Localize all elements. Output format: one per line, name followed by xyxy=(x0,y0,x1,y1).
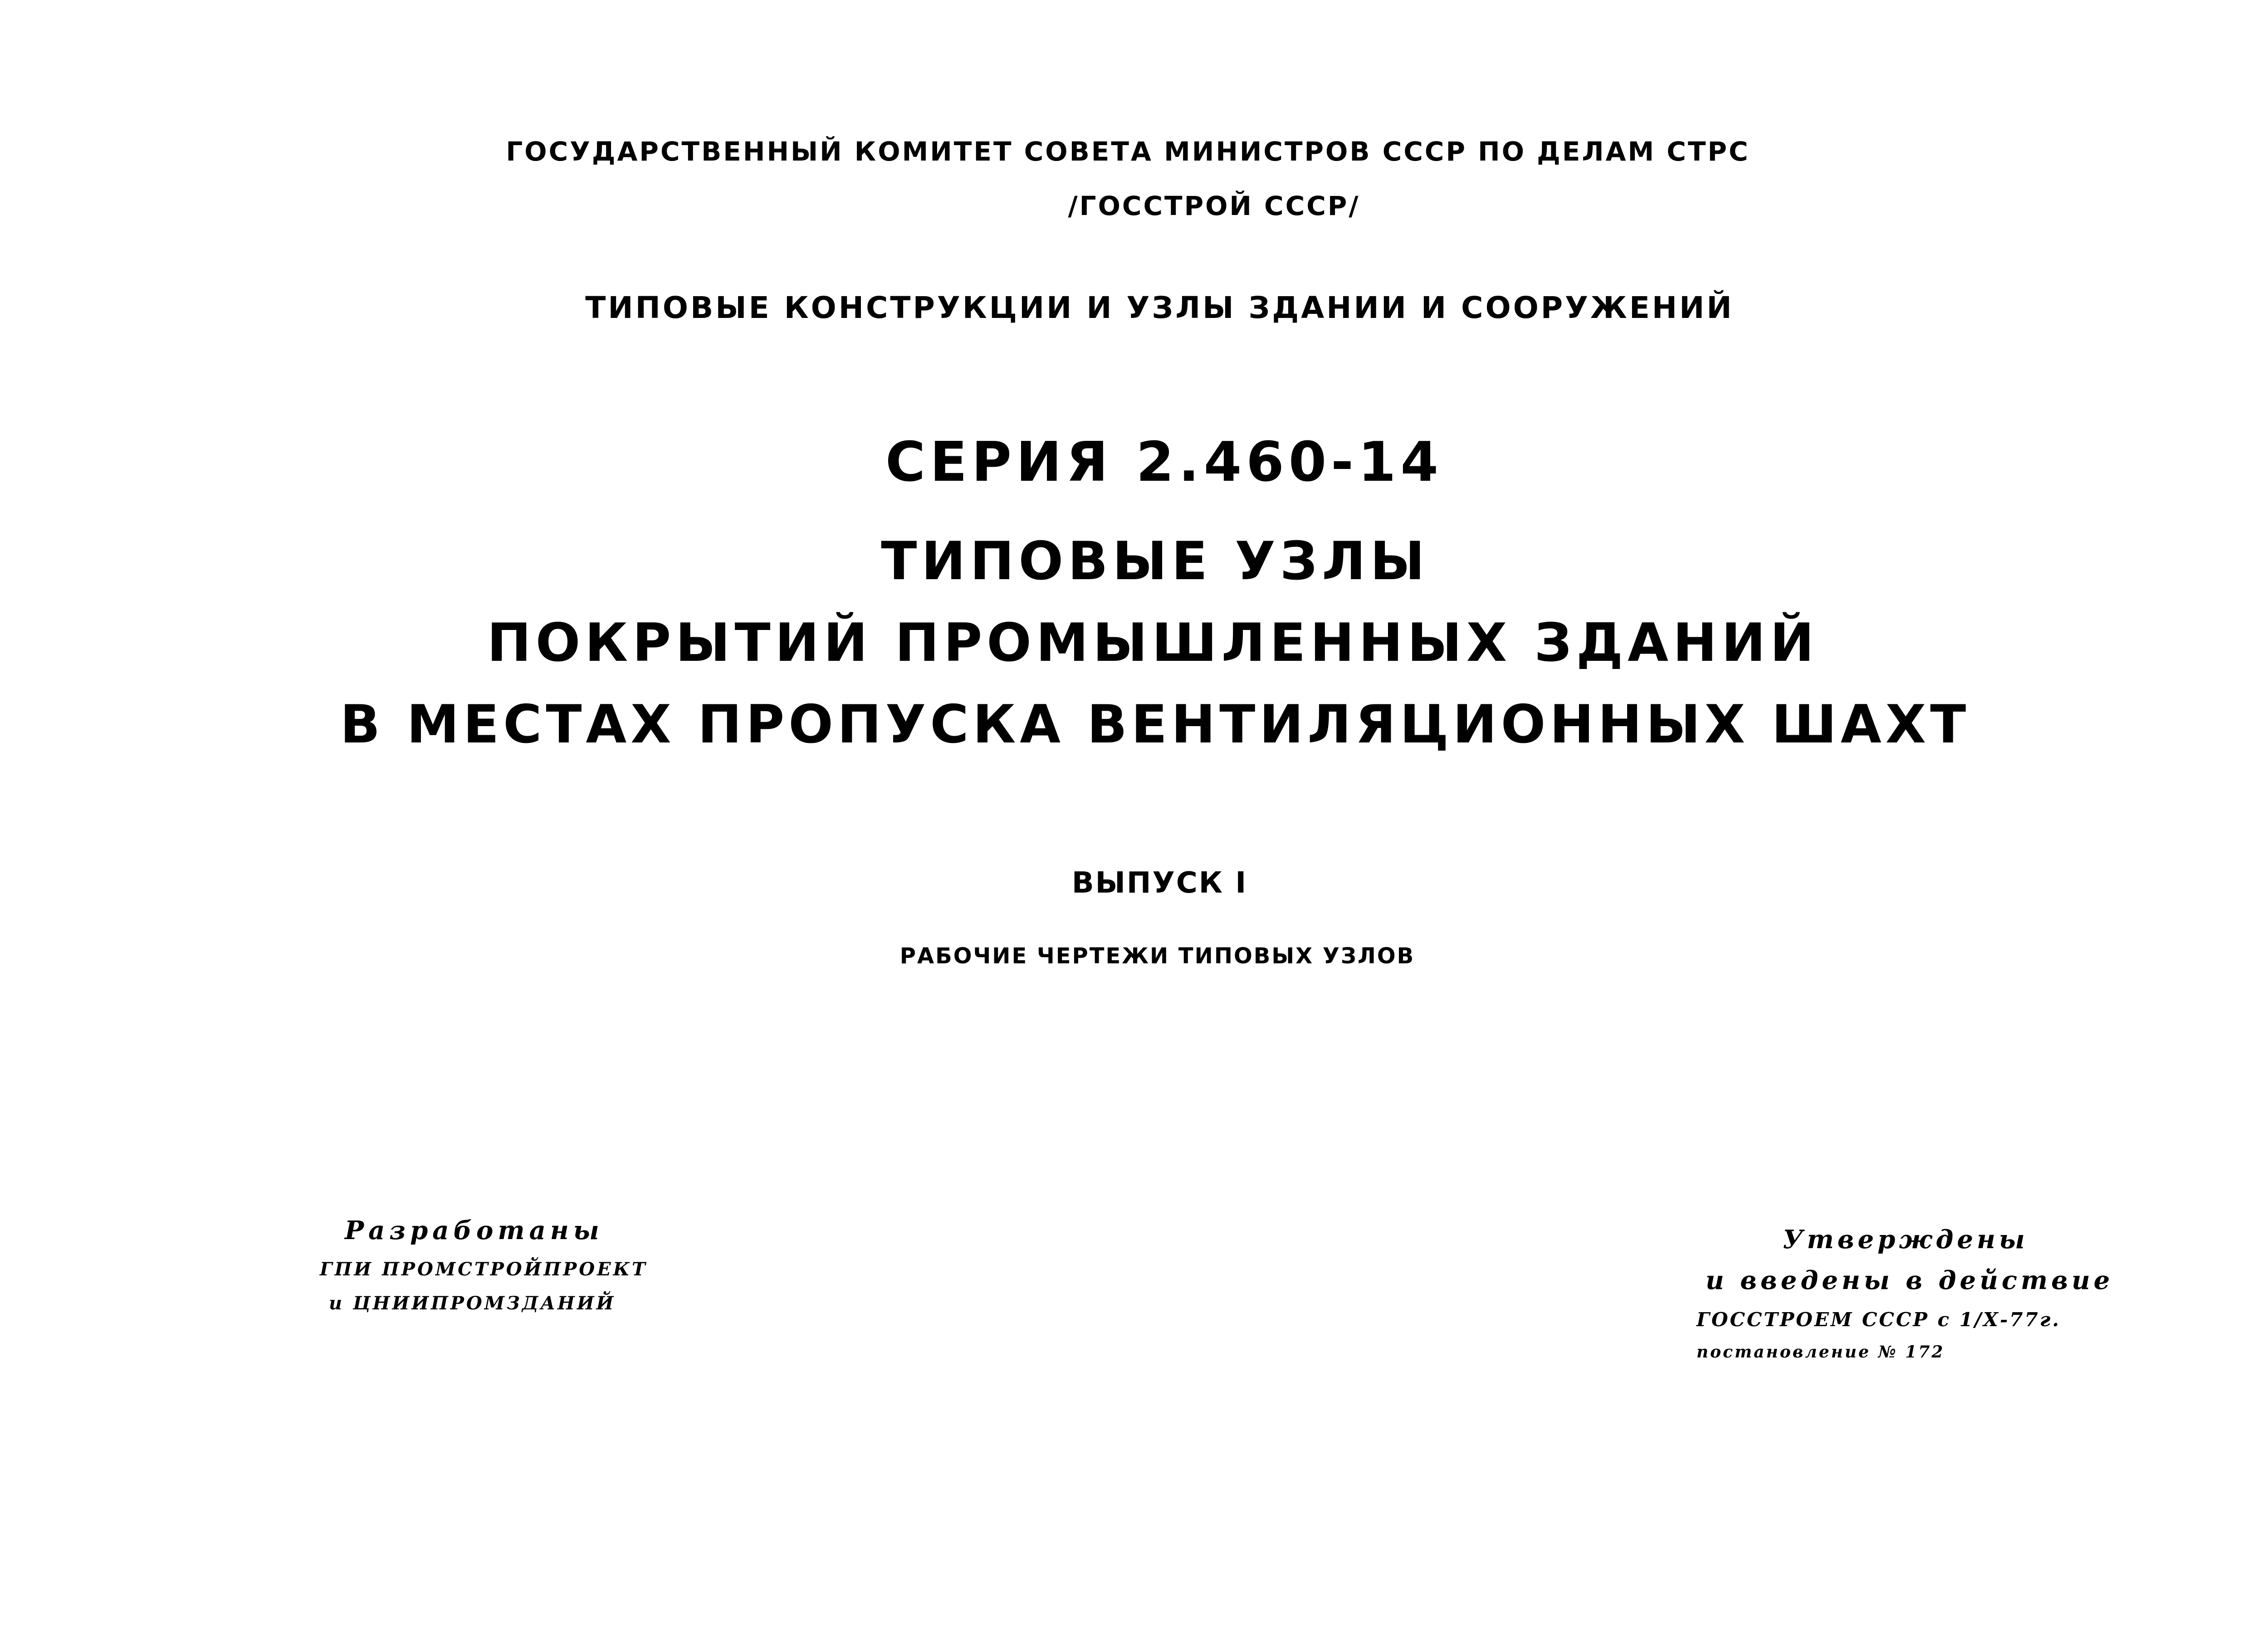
issue-subtitle: РАБОЧИЕ ЧЕРТЕЖИ ТИПОВЫХ УЗЛОВ xyxy=(899,943,1415,969)
approved-label: Утверждены xyxy=(1783,1225,2028,1255)
gosstroy-heading: /ГОССТРОЙ СССР/ xyxy=(1068,190,1360,221)
issue-number: ВЫПУСК I xyxy=(1071,866,1248,900)
document-title-line-2: ПОКРЫТИЙ ПРОМЫШЛЕННЫХ ЗДАНИЙ xyxy=(487,612,1819,674)
developer-org-line-2: и ЦНИИПРОМЗДАНИЙ xyxy=(329,1293,616,1314)
approval-line-1: и введены в действие xyxy=(1706,1265,2114,1295)
approval-line-2: ГОССТРОЕМ СССР с 1/Х-77г. xyxy=(1696,1308,2061,1331)
committee-heading: ГОСУДАРСТВЕННЫЙ КОМИТЕТ СОВЕТА МИНИСТРОВ СССР ПО ДЕЛАМ СТРС xyxy=(506,136,1750,167)
document-title-line-1: ТИПОВЫЕ УЗЛЫ xyxy=(881,531,1429,592)
typical-constructions-heading: ТИПОВЫЕ КОНСТРУКЦИИ И УЗЛЫ ЗДАНИИ И СООРУЖЕНИЙ xyxy=(585,290,1734,325)
developed-label: Разработаны xyxy=(345,1216,604,1245)
document-title-line-3: В МЕСТАХ ПРОПУСКА ВЕНТИЛЯЦИОННЫХ ШАХТ xyxy=(340,694,1970,755)
series-title: СЕРИЯ 2.460-14 xyxy=(885,431,1443,494)
approval-line-3: постановление № 172 xyxy=(1696,1342,1945,1362)
developer-org-line-1: ГПИ ПРОМСТРОЙПРОЕКТ xyxy=(320,1259,648,1280)
